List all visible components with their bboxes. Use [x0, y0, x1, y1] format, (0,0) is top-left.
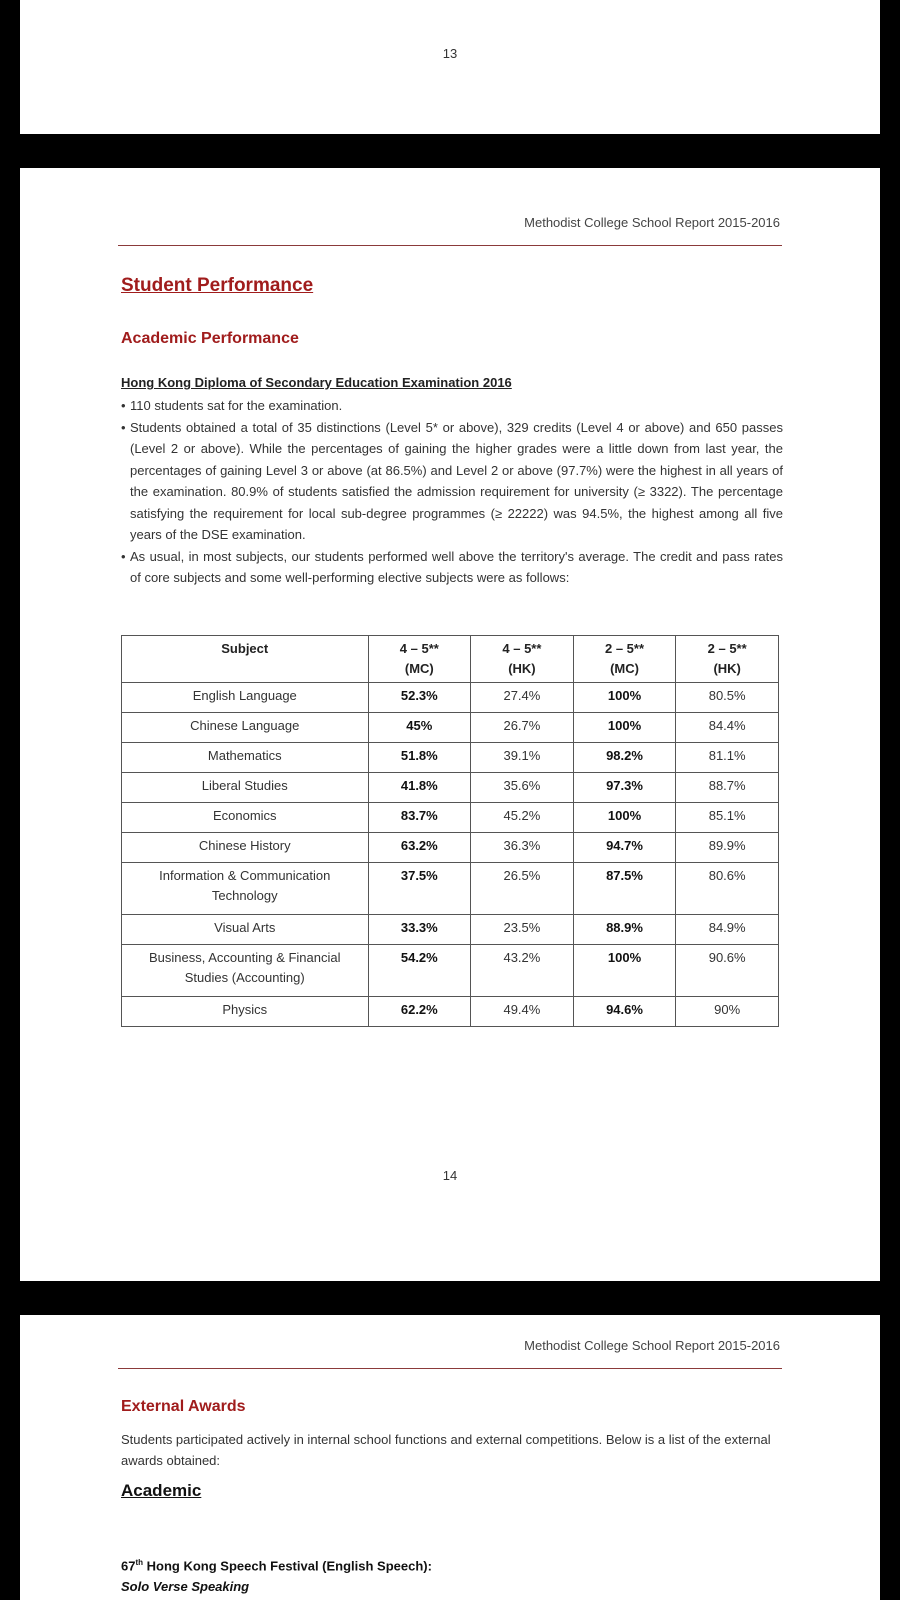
cell-45-mc: 83.7%: [368, 803, 471, 833]
subsection-title: Academic Performance: [121, 330, 299, 347]
award-title: 67th Hong Kong Speech Festival (English Speech):: [121, 1558, 432, 1574]
cell-subject: Chinese History: [122, 833, 369, 863]
cell-25-hk: 80.6%: [676, 863, 779, 915]
page-number: 14: [442, 1168, 458, 1183]
cell-25-hk: 84.4%: [676, 713, 779, 743]
cell-25-hk: 90.6%: [676, 945, 779, 997]
results-table: [121, 635, 779, 1027]
table-row: [122, 945, 779, 997]
table-row: [122, 915, 779, 945]
cell-45-mc: 33.3%: [368, 915, 471, 945]
cell-subject: Liberal Studies: [122, 773, 369, 803]
cell-25-mc: 94.6%: [573, 997, 676, 1027]
cell-45-mc: 37.5%: [368, 863, 471, 915]
page-15: [20, 1315, 880, 1600]
cell-45-mc: 51.8%: [368, 743, 471, 773]
header-25-mc: 2 – 5** (MC): [573, 636, 676, 683]
cell-25-hk: 88.7%: [676, 773, 779, 803]
cell-45-hk: 35.6%: [471, 773, 574, 803]
cell-45-mc: 41.8%: [368, 773, 471, 803]
cell-25-hk: 89.9%: [676, 833, 779, 863]
table-row: [122, 833, 779, 863]
table-header-row: [122, 636, 779, 683]
cell-25-mc: 100%: [573, 683, 676, 713]
cell-subject: Business, Accounting & Financial Studies (Accounting): [122, 945, 369, 997]
section-title: External Awards: [121, 1398, 246, 1415]
cell-subject: Physics: [122, 997, 369, 1027]
cell-45-hk: 26.5%: [471, 863, 574, 915]
cell-25-mc: 100%: [573, 803, 676, 833]
cell-45-mc: 54.2%: [368, 945, 471, 997]
cell-45-hk: 43.2%: [471, 945, 574, 997]
header-rule: [118, 1368, 782, 1369]
cell-25-mc: 100%: [573, 945, 676, 997]
header-rule: [118, 245, 782, 246]
cell-25-mc: 94.7%: [573, 833, 676, 863]
cell-subject: Mathematics: [122, 743, 369, 773]
cell-45-hk: 39.1%: [471, 743, 574, 773]
table-row: [122, 773, 779, 803]
cell-25-hk: 90%: [676, 997, 779, 1027]
cell-45-hk: 27.4%: [471, 683, 574, 713]
exam-title: Hong Kong Diploma of Secondary Education Examination 2016: [121, 375, 512, 390]
header-subject: Subject: [122, 636, 369, 683]
cell-25-mc: 98.2%: [573, 743, 676, 773]
table-row: [122, 863, 779, 915]
table-row: [122, 743, 779, 773]
bullet-item: • Students obtained a total of 35 distinctions (Level 5* or above), 329 credits (Level 4 or above) and 650 passes (Level 2 or above). While the percentages of gaining the higher grades were a little down from last year, the percentages of gaining Level 3 or above (at 86.5%) and Level 2 or above (97.7%) were the highest in all years of the examination. 80.9% of students satisfied the admission requirement for university (≥ 3322). The percentage satisfying the requirement for local sub-degree programmes (≥ 22222) was 94.5%, the highest among all five years of the DSE examination.: [121, 417, 783, 546]
cell-45-hk: 26.7%: [471, 713, 574, 743]
section-title: Student Performance: [121, 275, 314, 296]
cell-25-hk: 81.1%: [676, 743, 779, 773]
table-row: [122, 683, 779, 713]
page-14: [20, 168, 880, 1281]
table-row: [122, 997, 779, 1027]
header-25-hk: 2 – 5** (HK): [676, 636, 779, 683]
cell-25-mc: 88.9%: [573, 915, 676, 945]
award-subtitle: Solo Verse Speaking: [121, 1579, 250, 1594]
category-title: Academic: [121, 1481, 202, 1500]
cell-25-mc: 97.3%: [573, 773, 676, 803]
cell-45-hk: 23.5%: [471, 915, 574, 945]
running-head: Methodist College School Report 2015-2016: [524, 1338, 780, 1353]
cell-45-mc: 52.3%: [368, 683, 471, 713]
cell-subject: Chinese Language: [122, 713, 369, 743]
cell-25-mc: 100%: [573, 713, 676, 743]
header-45-hk: 4 – 5** (HK): [471, 636, 574, 683]
cell-25-hk: 85.1%: [676, 803, 779, 833]
intro-paragraph: Students participated actively in internal school functions and external competitions. Below is a list of the external awards obtained:: [121, 1432, 771, 1468]
bullet-item: • As usual, in most subjects, our students performed well above the territory's average. The credit and pass rates of core subjects and some well-performing elective subjects were as follows:: [121, 546, 783, 589]
cell-25-mc: 87.5%: [573, 863, 676, 915]
table-row: [122, 713, 779, 743]
cell-subject: English Language: [122, 683, 369, 713]
cell-25-hk: 84.9%: [676, 915, 779, 945]
cell-25-hk: 80.5%: [676, 683, 779, 713]
bullet-list: [121, 395, 783, 589]
page-number: 13: [442, 46, 458, 61]
cell-45-mc: 62.2%: [368, 997, 471, 1027]
cell-45-mc: 63.2%: [368, 833, 471, 863]
cell-45-hk: 45.2%: [471, 803, 574, 833]
table-row: [122, 803, 779, 833]
cell-subject: Economics: [122, 803, 369, 833]
running-head: Methodist College School Report 2015-2016: [524, 215, 780, 230]
cell-subject: Visual Arts: [122, 915, 369, 945]
cell-subject: Information & Communication Technology: [122, 863, 369, 915]
cell-45-mc: 45%: [368, 713, 471, 743]
header-45-mc: 4 – 5** (MC): [368, 636, 471, 683]
page-13: [20, 0, 880, 134]
bullet-item: • 110 students sat for the examination.: [121, 395, 783, 417]
cell-45-hk: 36.3%: [471, 833, 574, 863]
cell-45-hk: 49.4%: [471, 997, 574, 1027]
